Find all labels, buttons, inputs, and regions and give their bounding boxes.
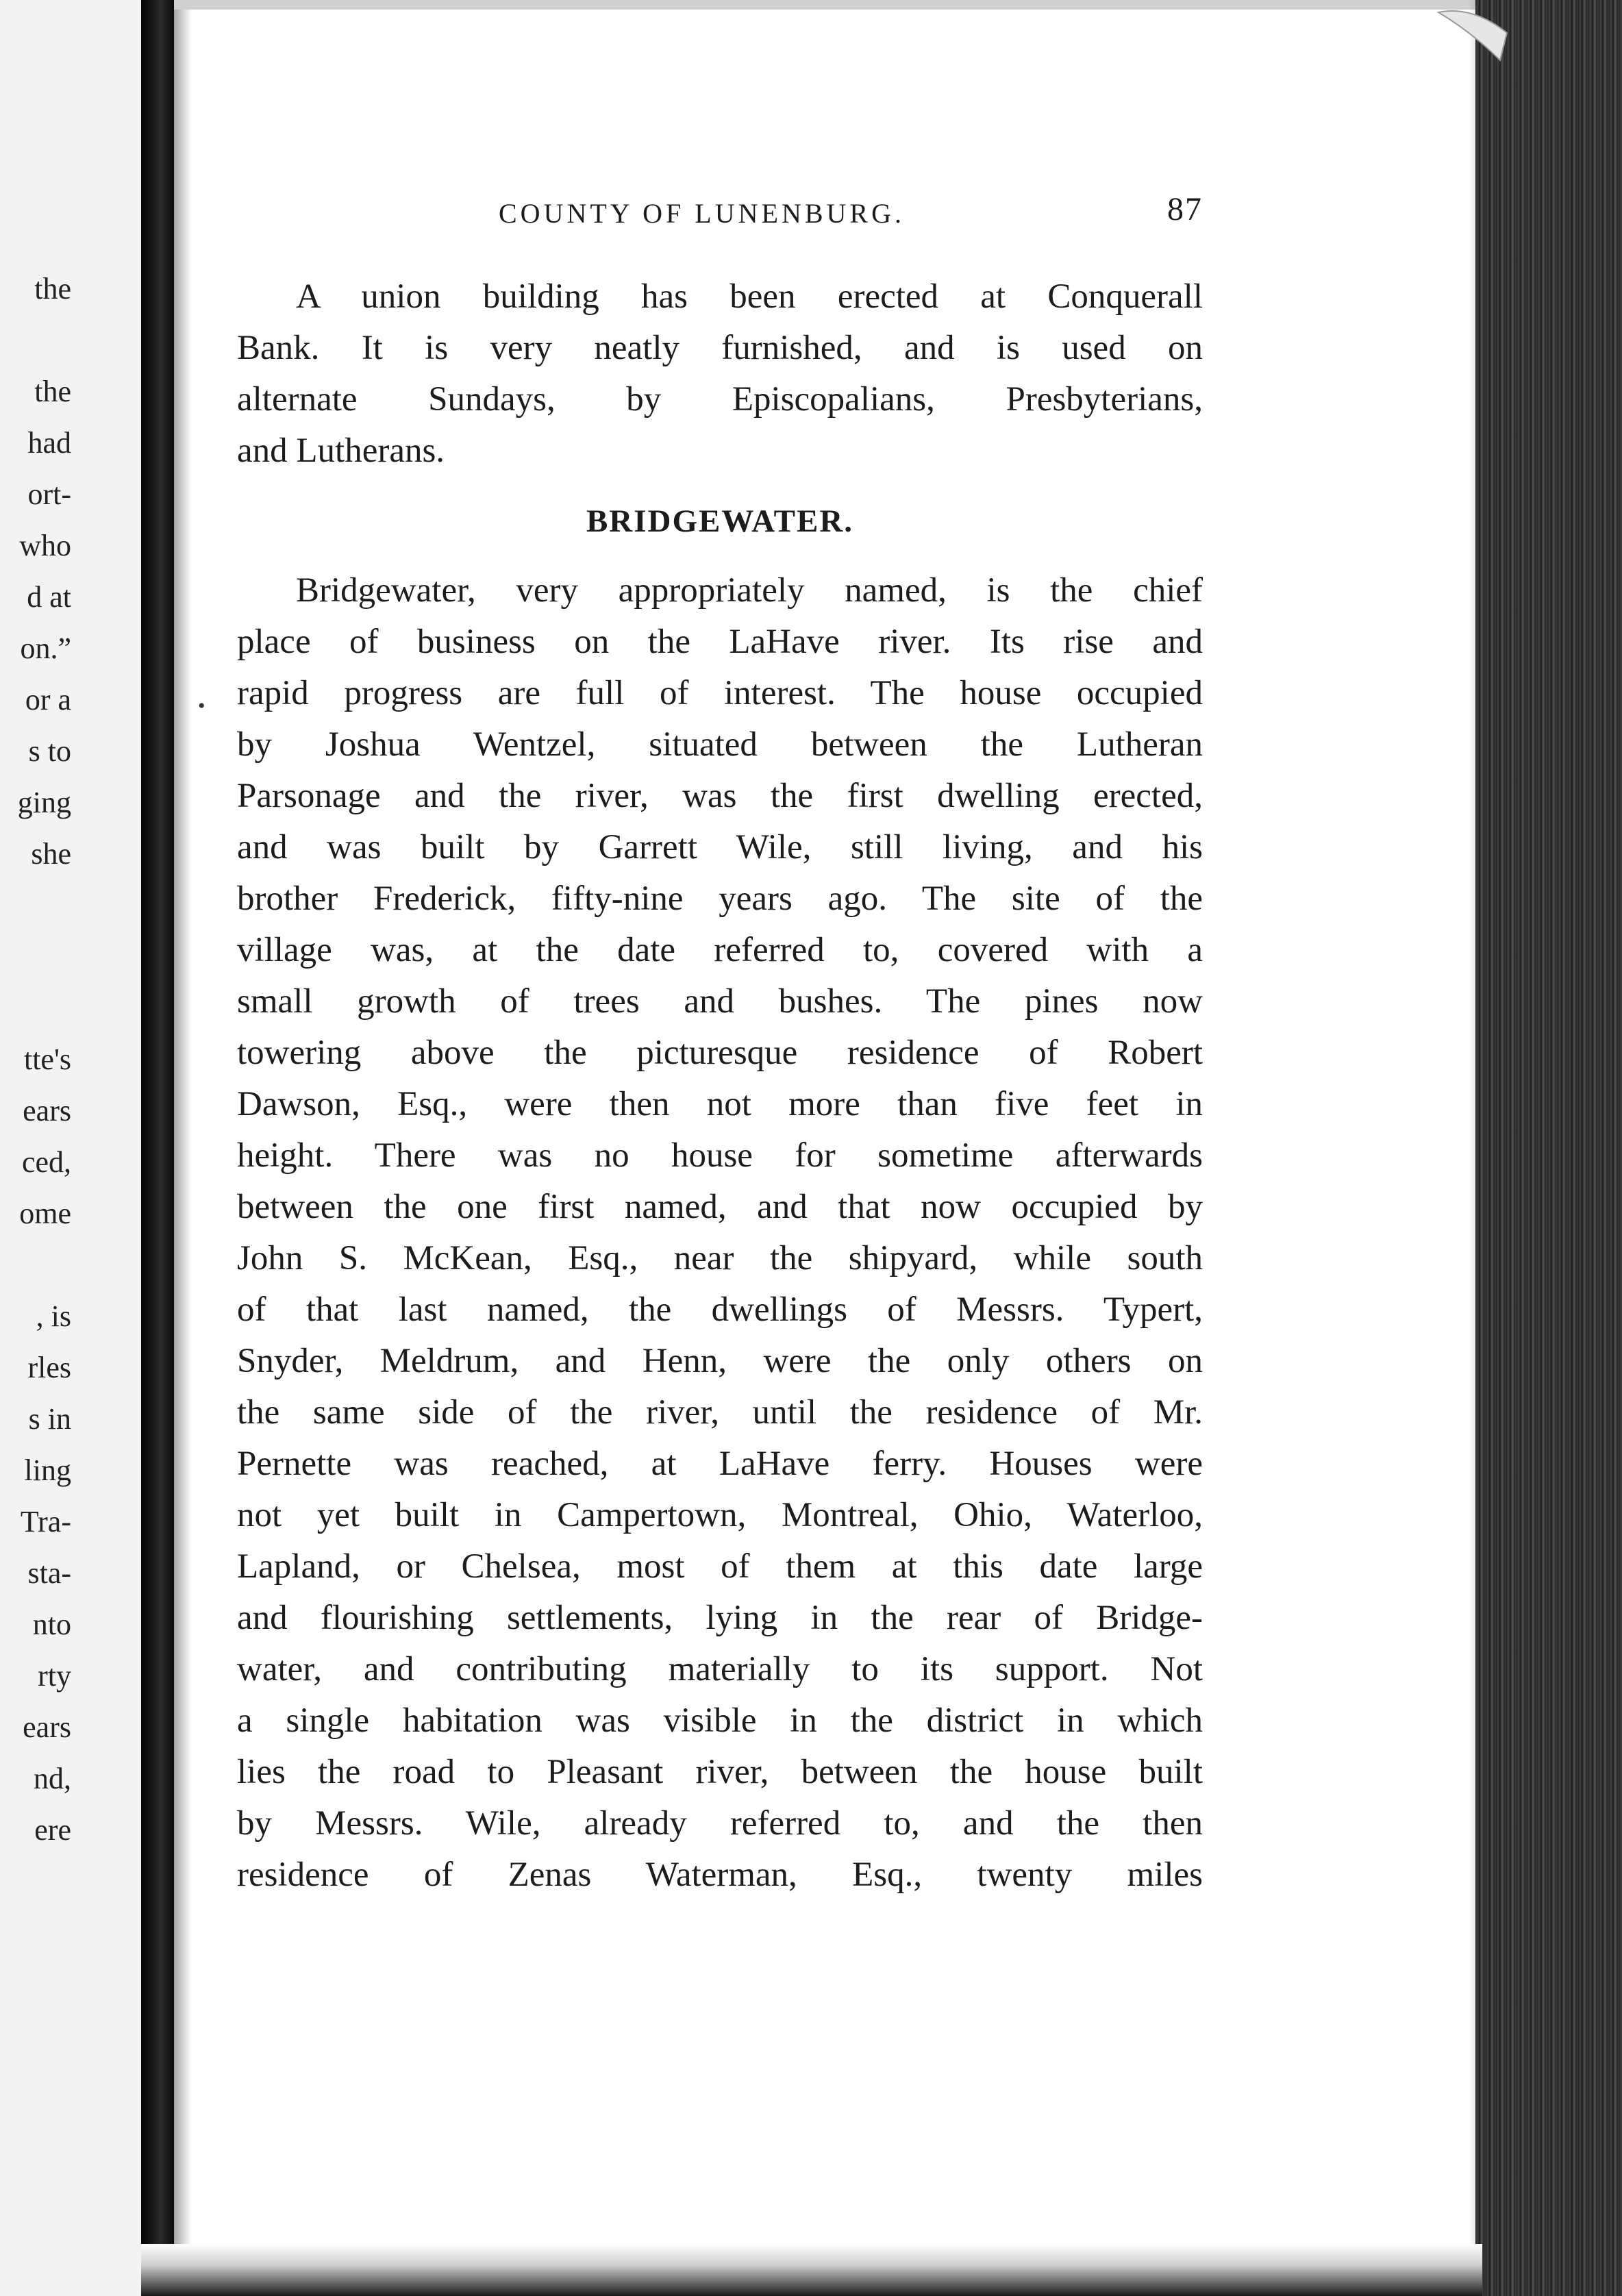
left-fragment: had [27,426,71,460]
text-line: lies the road to Pleasant river, between the house built [237,1753,1203,1791]
left-fragment: sta- [27,1556,71,1590]
left-fragment: the [34,375,71,408]
left-fragment: rles [27,1351,71,1384]
text-line: A union building has been erected at Conquerall [296,277,1203,316]
left-fragment: Tra- [20,1505,71,1538]
left-fragment: ging [17,786,71,819]
top-page-edge [174,0,1482,10]
left-fragment: ears [23,1094,71,1127]
text-line: by Messrs. Wile, already referred to, and the then [237,1804,1203,1843]
text-line: John S. McKean, Esq., near the shipyard, while south [237,1239,1203,1277]
left-fragment: , is [36,1299,71,1333]
stray-ink-mark-icon: • [198,695,205,717]
left-fragment: or a [25,683,71,716]
text-line: height. There was no house for sometime afterwards [237,1136,1203,1175]
text-line: between the one first named, and that now occupied by [237,1188,1203,1226]
running-title: COUNTY OF LUNENBURG. [499,198,905,229]
left-fragment: ling [24,1453,71,1487]
left-fragment: who [19,529,71,562]
left-fragment: tte's [23,1043,71,1076]
text-line: the same side of the river, until the residence of Mr. [237,1393,1203,1432]
left-fragment: ears [23,1710,71,1744]
text-line: Bank. It is very neatly furnished, and is used on [237,329,1203,367]
left-fragment: s to [28,734,71,768]
text-line: water, and contributing materially to its support. Not [237,1650,1203,1688]
left-fragment: ere [34,1813,71,1847]
text-line: place of business on the LaHave river. Its rise and [237,623,1203,661]
left-fragment: on.” [20,632,71,665]
left-fragment: she [31,837,71,871]
folded-corner-icon [1432,5,1514,67]
left-fragment: ort- [27,477,71,511]
text-line: village was, at the date referred to, covered with a [237,931,1203,969]
left-fragment: d at [27,580,71,614]
text-line: and flourishing settlements, lying in the rear of Bridge- [237,1599,1203,1637]
text-line: and was built by Garrett Wile, still living, and his [237,828,1203,866]
section-heading: BRIDGEWATER. [586,503,854,539]
left-fragment: rty [38,1659,71,1693]
text-line: small growth of trees and bushes. The pines now [237,982,1203,1021]
left-page [0,0,141,2296]
text-line: Parsonage and the river, was the first dwelling erected, [237,777,1203,815]
page-body [237,271,1203,1901]
text-line: brother Frederick, fifty-nine years ago. The site of the [237,879,1203,918]
running-head [237,190,1203,232]
text-line: by Joshua Wentzel, situated between the Lutheran [237,725,1203,764]
text-line: Pernette was reached, at LaHave ferry. Houses were [237,1445,1203,1483]
text-line: rapid progress are full of interest. The house occupied [237,674,1203,712]
text-line: a single habitation was visible in the district in which [237,1701,1203,1740]
text-line: not yet built in Campertown, Montreal, Ohio, Waterloo, [237,1496,1203,1534]
left-fragment: s in [28,1402,71,1436]
text-line: Bridgewater, very appropriately named, is the chief [296,571,1203,610]
text-line: and Lutherans. [237,432,445,470]
bottom-page-edge [141,2244,1482,2296]
text-line: of that last named, the dwellings of Messrs. Typert, [237,1290,1203,1329]
text-line: alternate Sundays, by Episcopalians, Presbyterians, [237,380,1203,419]
gutter-shadow [174,0,192,2296]
fore-edge-pages [1475,0,1622,2296]
left-fragment: nd, [34,1762,71,1795]
text-line: towering above the picturesque residence of Robert [237,1034,1203,1072]
text-line: Lapland, or Chelsea, most of them at this date large [237,1547,1203,1586]
text-line: Snyder, Meldrum, and Henn, were the only others on [237,1342,1203,1380]
left-fragment: ced, [21,1145,71,1179]
left-fragment: nto [32,1608,71,1641]
text-line: Dawson, Esq., were then not more than five feet in [237,1085,1203,1123]
text-line: residence of Zenas Waterman, Esq., twenty miles [237,1856,1203,1894]
left-fragment: the [34,272,71,305]
page-number: 87 [1167,191,1203,227]
book-gutter [141,0,174,2296]
left-fragment: ome [19,1197,71,1230]
